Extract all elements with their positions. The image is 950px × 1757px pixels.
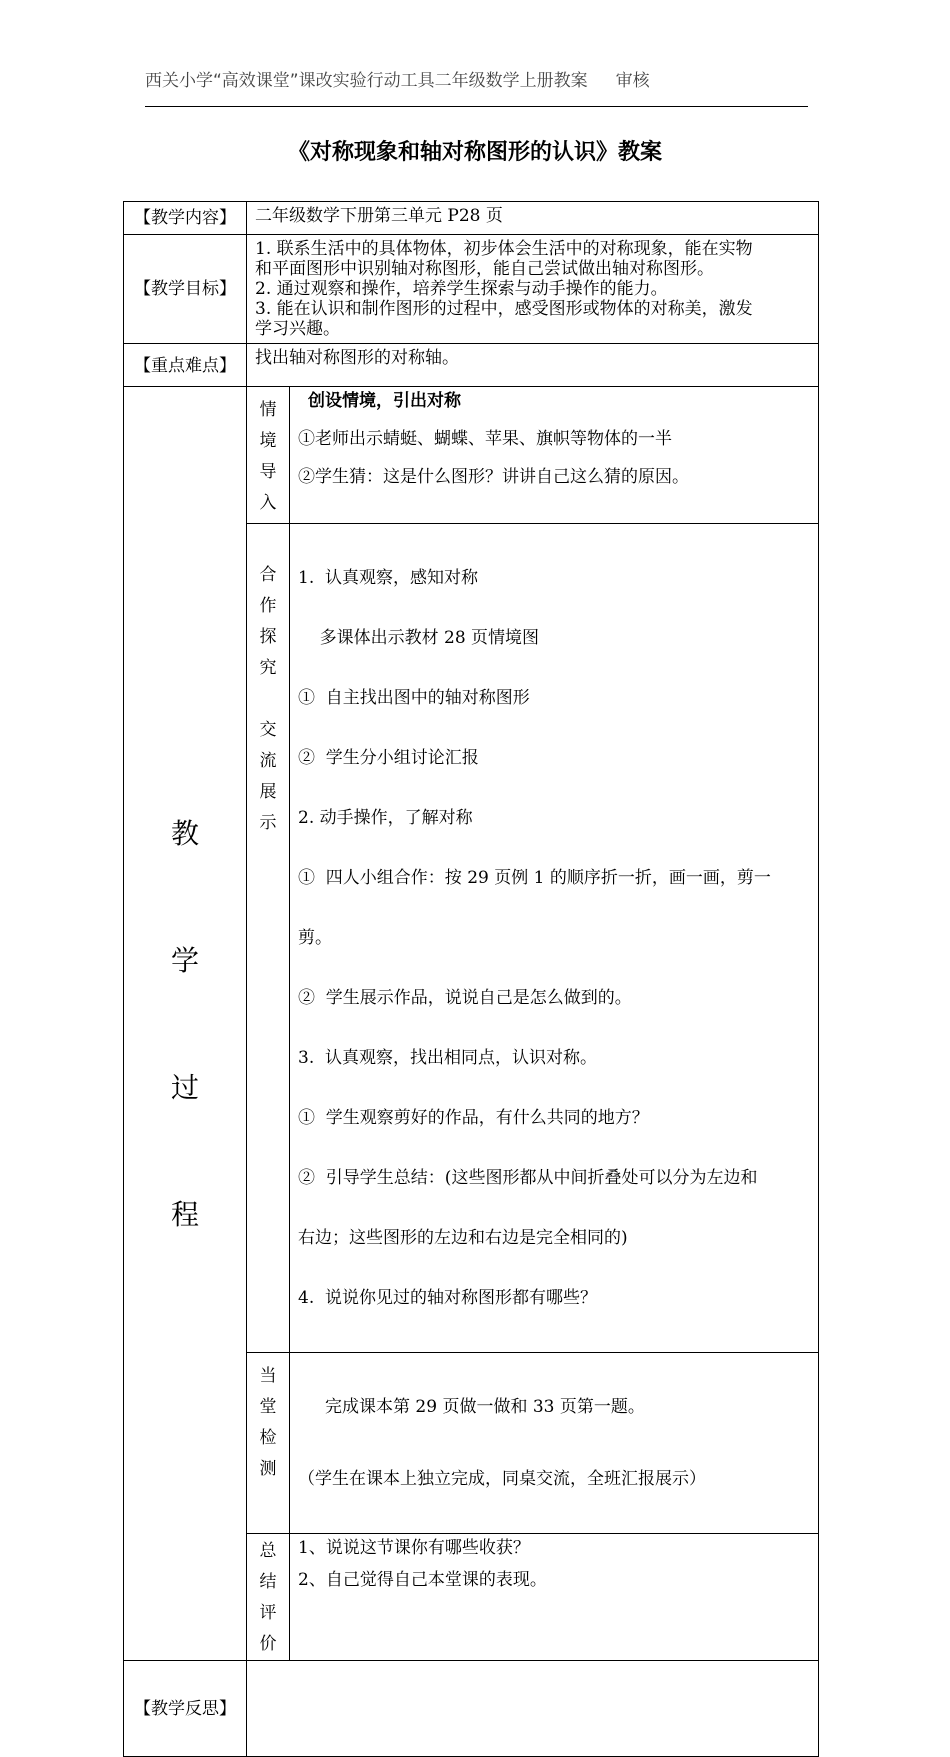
stage-heading: 创设情境，引出对称 bbox=[308, 391, 461, 411]
page-title: 《对称现象和轴对称图形的认识》教案 bbox=[287, 140, 662, 165]
reflection-text[interactable] bbox=[247, 1661, 819, 1757]
goals-label: 【教学目标】 bbox=[124, 235, 247, 344]
stage-line: （学生在课本上独立完成，同桌交流，全班汇报展示） bbox=[298, 1469, 706, 1489]
stage-line: 完成课本第 29 页做一做和 33 页第一题。 bbox=[298, 1397, 645, 1417]
goal-line: 和平面图形中识别轴对称图形，能自己尝试做出轴对称图形。 bbox=[255, 259, 714, 279]
stage-line: 剪。 bbox=[298, 928, 332, 948]
stage-char: 堂 bbox=[259, 1397, 277, 1417]
stage-line: 1. 认真观察，感知对称 bbox=[298, 568, 479, 588]
stage-line: ①老师出示蜻蜓、蝴蝶、苹果、旗帜等物体的一半 bbox=[298, 429, 672, 449]
goal-line: 学习兴趣。 bbox=[255, 319, 340, 339]
process-char: 过 bbox=[170, 1070, 199, 1104]
stage-name-check bbox=[247, 1353, 290, 1534]
process-char: 学 bbox=[170, 943, 199, 977]
stage-line: ① 四人小组合作：按 29 页例 1 的顺序折一折，画一画，剪一 bbox=[298, 868, 771, 888]
stage-char: 作 bbox=[259, 596, 277, 616]
stage-char: 结 bbox=[259, 1572, 277, 1592]
keypoint-text: 找出轴对称图形的对称轴。 bbox=[247, 344, 819, 387]
stage-body-intro bbox=[290, 387, 819, 524]
stage-char: 检 bbox=[259, 1428, 277, 1448]
reflection-label: 【教学反思】 bbox=[124, 1661, 247, 1757]
stage-char: 价 bbox=[259, 1634, 277, 1654]
process-label bbox=[124, 387, 247, 1661]
stage-char: 当 bbox=[259, 1366, 277, 1386]
stage-char: 评 bbox=[259, 1603, 277, 1623]
header-rule bbox=[145, 106, 808, 107]
stage-body-explore bbox=[290, 524, 819, 1353]
stage-char: 导 bbox=[259, 462, 277, 482]
process-char: 教 bbox=[170, 816, 199, 850]
stage-line: ① 自主找出图中的轴对称图形 bbox=[298, 688, 530, 708]
stage-char: 测 bbox=[259, 1459, 277, 1479]
stage-char: 总 bbox=[259, 1541, 277, 1561]
stage-row-intro bbox=[124, 387, 819, 524]
keypoint-label: 【重点难点】 bbox=[124, 344, 247, 387]
stage-name-summary bbox=[247, 1534, 290, 1661]
stage-line: 1、说说这节课你有哪些收获？ bbox=[298, 1538, 530, 1558]
stage-line: ② 引导学生总结：(这些图形都从中间折叠处可以分为左边和 bbox=[298, 1168, 758, 1188]
stage-char: 究 bbox=[259, 658, 277, 678]
goal-line: 1. 联系生活中的具体物体，初步体会生活中的对称现象，能在实物 bbox=[255, 239, 753, 259]
stage-line: ② 学生分小组讨论汇报 bbox=[298, 748, 479, 768]
stage-body-check bbox=[290, 1353, 819, 1534]
stage-line: 右边；这些图形的左边和右边是完全相同的) bbox=[298, 1228, 628, 1248]
school-line: 西关小学“高效课堂”课改实验行动工具二年级数学上册教案 bbox=[145, 71, 588, 91]
stage-name-intro bbox=[247, 387, 290, 524]
stage-char: 入 bbox=[259, 493, 277, 513]
stage-char bbox=[265, 684, 270, 715]
goal-line: 3. 能在认识和制作图形的过程中，感受图形或物体的对称美，激发 bbox=[255, 299, 753, 319]
stage-char: 示 bbox=[259, 813, 277, 833]
row-content bbox=[124, 202, 819, 235]
goal-line: 2. 通过观察和操作，培养学生探索与动手操作的能力。 bbox=[255, 279, 668, 299]
stage-name-explore bbox=[247, 524, 290, 1353]
content-text: 二年级数学下册第三单元 P28 页 bbox=[247, 202, 819, 235]
stage-line: ② 学生展示作品，说说自己是怎么做到的。 bbox=[298, 988, 632, 1008]
stage-line: 4. 说说你见过的轴对称图形都有哪些？ bbox=[298, 1288, 598, 1308]
stage-line: 多课体出示教材 28 页情境图 bbox=[298, 628, 540, 648]
reviewer-label: 审核 bbox=[615, 71, 650, 91]
stage-char: 情 bbox=[259, 400, 277, 420]
lesson-plan-table bbox=[123, 201, 819, 1757]
goals-text bbox=[247, 235, 819, 344]
stage-char: 流 bbox=[259, 751, 277, 771]
stage-line: 2、自己觉得自己本堂课的表现。 bbox=[298, 1570, 547, 1590]
row-goals bbox=[124, 235, 819, 344]
stage-line: 2. 动手操作，了解对称 bbox=[298, 808, 473, 828]
stage-char: 探 bbox=[259, 627, 277, 647]
stage-char: 合 bbox=[259, 565, 277, 585]
page-header bbox=[145, 66, 650, 91]
content-label: 【教学内容】 bbox=[124, 202, 247, 235]
stage-line: 3. 认真观察，找出相同点，认识对称。 bbox=[298, 1048, 598, 1068]
stage-char: 境 bbox=[259, 431, 277, 451]
stage-line: ① 学生观察剪好的作品，有什么共同的地方？ bbox=[298, 1108, 649, 1128]
stage-char: 交 bbox=[259, 720, 277, 740]
process-char: 程 bbox=[170, 1197, 199, 1231]
stage-char: 展 bbox=[259, 782, 277, 802]
stage-line: ②学生猜：这是什么图形？讲讲自己这么猜的原因。 bbox=[298, 467, 689, 487]
stage-body-summary bbox=[290, 1534, 819, 1661]
row-reflection bbox=[124, 1661, 819, 1757]
row-keypoint bbox=[124, 344, 819, 387]
